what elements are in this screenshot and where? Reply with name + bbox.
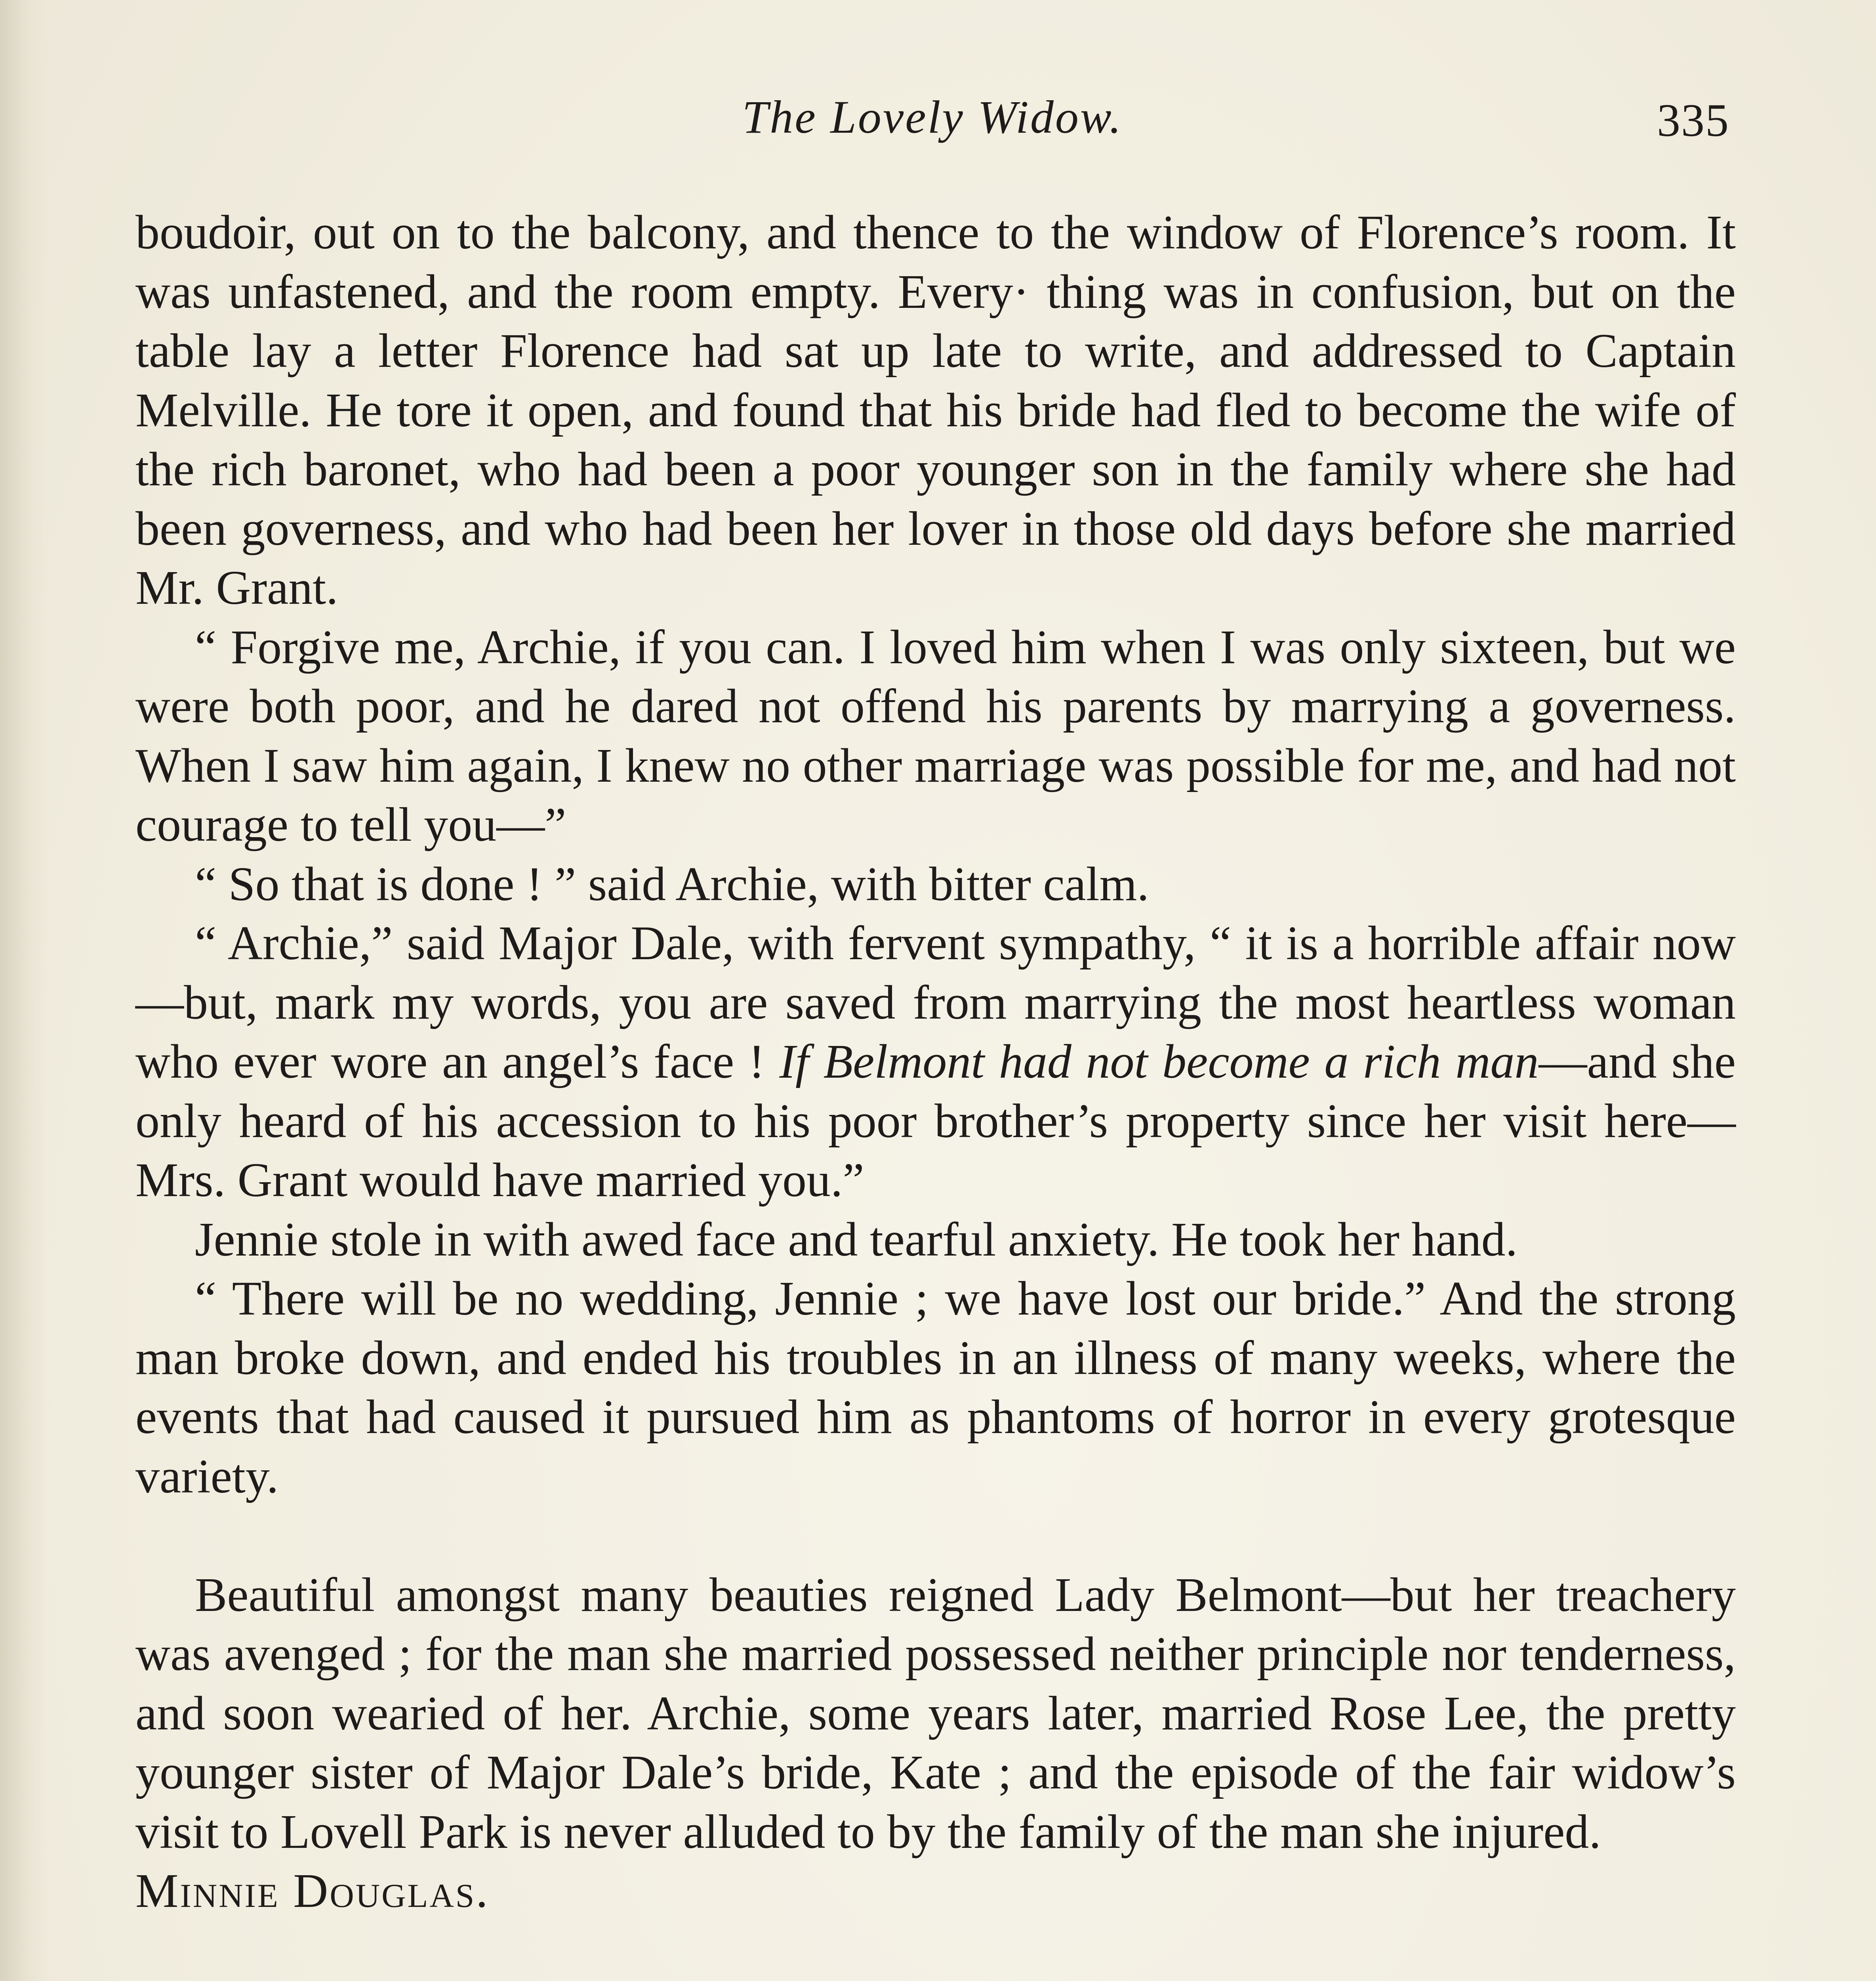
- paragraph-4: [135, 914, 1736, 1210]
- paragraph-7: Beautiful amongst many beauties reigned Lady Belmont—but her treachery was avenged ; for the man she married possessed neither principle nor tenderness, and soon wearied of her. Archie, some years later, married Rose Lee, the pretty younger sister of Major Dale’s bride, Kate ; and the episode of the fair widow’s visit to Lovell Park is never alluded to by the family of the man she injured.: [135, 1568, 1736, 1859]
- page-header: [135, 90, 1729, 154]
- paragraph-4-text: “ Archie,” said Major Dale, with fervent sympathy, “ it is a horrible affair now—but, mark my words, you are saved from marrying the most heartless woman who ever wore an angel’s face !: [135, 916, 1736, 1088]
- paragraph-3: “ So that is done ! ” said Archie, with bitter calm.: [195, 857, 1149, 911]
- paragraph-1: boudoir, out on to the balcony, and thence to the window of Florence’s room. It was unfastened, and the room empty. Every· thing was in confusion, but on the table lay a letter Florence had sat up late to write, and addressed to Captain Melville. He tore it open, and found that his bride had fled to become the wife of the rich baronet, who had been a poor younger son in the family where she had been governess, and who had been her lover in those old days before she married Mr. Grant.: [135, 206, 1736, 615]
- paragraph-6: “ There will be no wedding, Jennie ; we have lost our bride.” And the strong man broke down, and ended his troubles in an illness of many weeks, where the events that had caused it pursued him as phantoms of horror in every grotesque variety.: [135, 1272, 1736, 1503]
- paragraph-4-text-end: —and she only heard of his accession to his poor brother’s property since her visit here—Mrs. Grant would have married you.”: [135, 1035, 1736, 1207]
- page-gutter-shadow: [0, 0, 48, 1981]
- paragraph-4-italic: If Belmont had not become a rich man: [779, 1035, 1539, 1088]
- paragraph-2: “ Forgive me, Archie, if you can. I loved him when I was only sixteen, but we were both poor, and he dared not offend his parents by marrying a governess. When I saw him again, I knew no other marriage was possible for me, and had not courage to tell you—”: [135, 620, 1736, 851]
- body-text: [135, 203, 1736, 1921]
- paragraph-5: Jennie stole in with awed face and tearful anxiety. He took her hand.: [195, 1212, 1518, 1266]
- author-signature: Minnie Douglas.: [135, 1864, 490, 1918]
- page-number: 335: [1657, 94, 1729, 146]
- running-title: The Lovely Widow.: [742, 91, 1123, 143]
